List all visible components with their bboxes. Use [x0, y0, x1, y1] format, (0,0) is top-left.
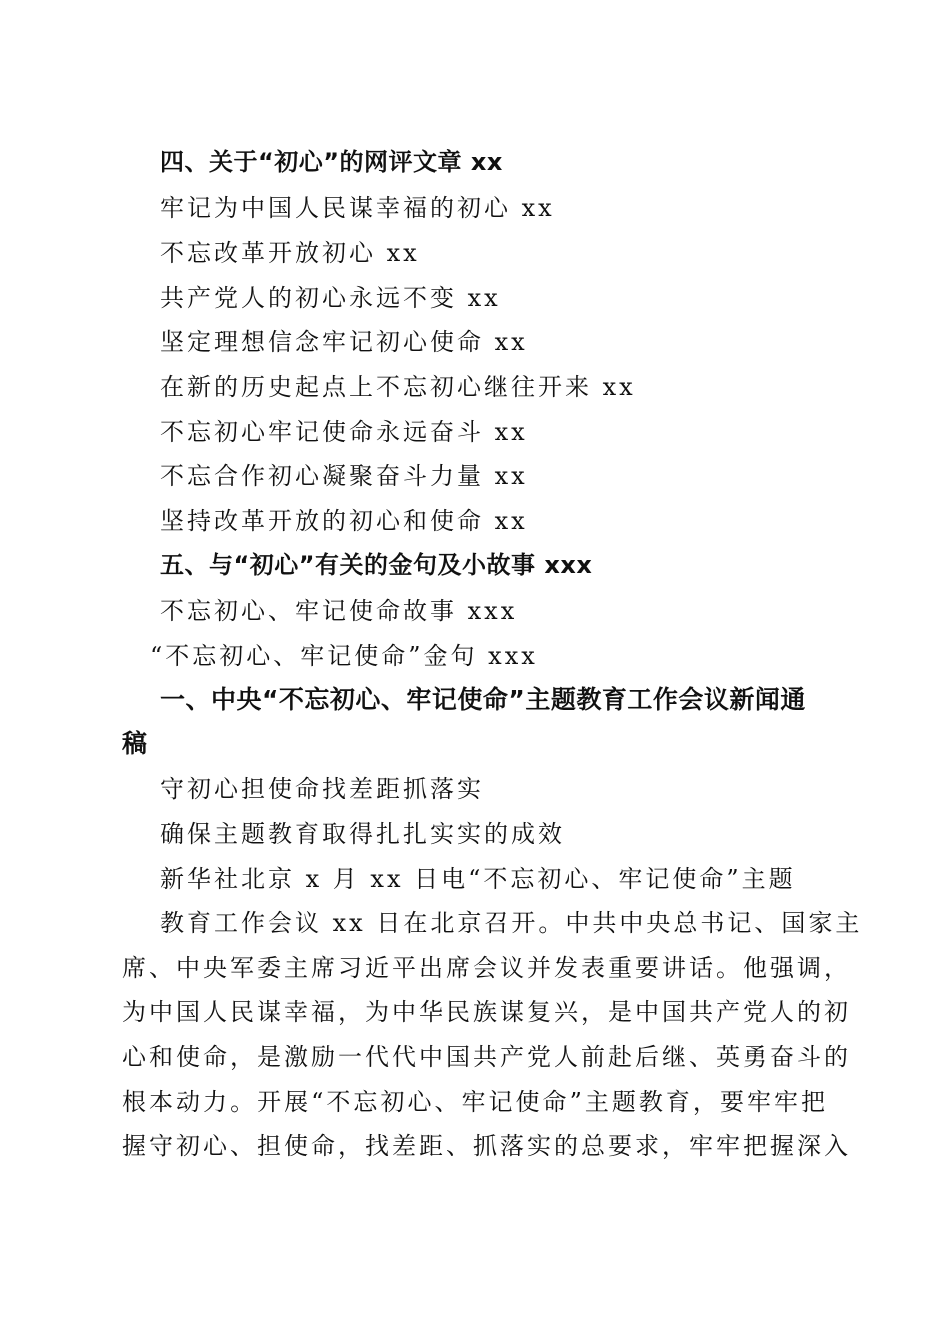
body-paragraph-line: 握守初心、担使命，找差距、抓落实的总要求，牢牢把握深入: [122, 1132, 851, 1160]
section1-heading-continued: 稿: [122, 729, 148, 758]
toc-item: 不忘初心、牢记使命故事 xxx: [160, 597, 518, 625]
toc-item: 坚持改革开放的初心和使命 xx: [160, 507, 528, 535]
article-subtitle: 守初心担使命找差距抓落实: [160, 775, 484, 803]
section1-heading: 一、中央“不忘初心、牢记使命”主题教育工作会议新闻通: [160, 685, 806, 714]
body-paragraph-line: 为中国人民谋幸福，为中华民族谋复兴，是中国共产党人的初: [122, 998, 851, 1026]
body-paragraph-line: 根本动力。开展“不忘初心、牢记使命”主题教育，要牢牢把: [122, 1088, 828, 1116]
toc-item: 不忘改革开放初心 xx: [160, 239, 420, 267]
article-subtitle: 确保主题教育取得扎扎实实的成效: [160, 820, 565, 848]
section4-heading: 四、关于“初心”的网评文章 xx: [160, 148, 503, 176]
toc-item: 牢记为中国人民谋幸福的初心 xx: [160, 194, 555, 222]
section5-heading: 五、与“初心”有关的金句及小故事 xxx: [160, 551, 593, 579]
body-paragraph-line: 教育工作会议 xx 日在北京召开。中共中央总书记、国家主: [160, 909, 863, 937]
article-dateline: 新华社北京 x 月 xx 日电“不忘初心、牢记使命”主题: [160, 865, 796, 893]
toc-item: “不忘初心、牢记使命”金句 xxx: [150, 642, 538, 670]
toc-item: 不忘合作初心凝聚奋斗力量 xx: [160, 462, 528, 490]
body-paragraph-line: 席、中央军委主席习近平出席会议并发表重要讲话。他强调，: [122, 954, 851, 982]
body-paragraph-line: 心和使命，是激励一代代中国共产党人前赴后继、英勇奋斗的: [122, 1043, 851, 1071]
toc-item: 不忘初心牢记使命永远奋斗 xx: [160, 418, 528, 446]
toc-item: 共产党人的初心永远不变 xx: [160, 284, 501, 312]
toc-item: 坚定理想信念牢记初心使命 xx: [160, 328, 528, 356]
toc-item: 在新的历史起点上不忘初心继往开来 xx: [160, 373, 636, 401]
